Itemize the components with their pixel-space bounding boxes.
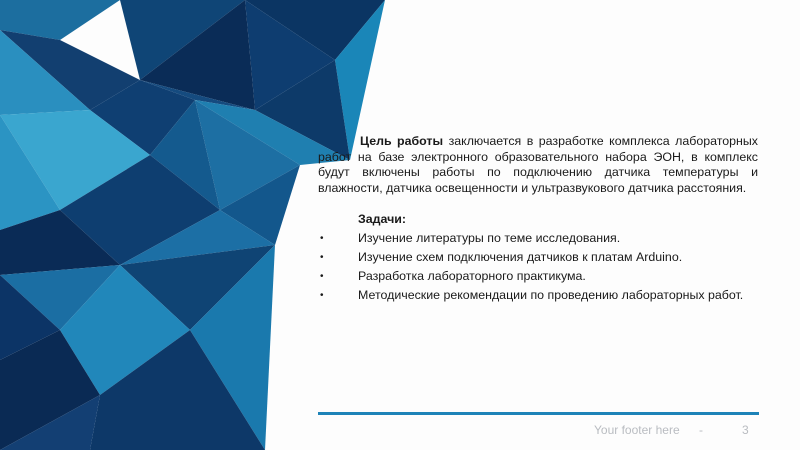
list-item: [318, 250, 758, 266]
goal-text: заключается в разработке комплекса лабораторных работ на базе электронного образовательного набора ЭОН, в комплекс будут включены работы по подключению датчика температуры и влажности, датчика освещенности и ультразвукового датчика расстояния.: [318, 134, 758, 195]
tasks-heading: Задачи:: [358, 212, 407, 227]
footer-divider: [318, 412, 759, 415]
bullet-icon: •: [320, 271, 324, 283]
task-text: Разработка лабораторного практикума.: [358, 269, 586, 284]
goal-paragraph: [318, 134, 758, 196]
bullet-icon: •: [320, 290, 324, 302]
list-item: [318, 231, 758, 247]
task-text: Изучение схем подключения датчиков к платам Arduino.: [358, 250, 683, 265]
footer-text: Your footer here: [594, 423, 680, 437]
page-number: 3: [742, 423, 749, 437]
tasks-list: [318, 231, 758, 304]
goal-lead: Цель работы: [360, 134, 444, 148]
bullet-icon: •: [320, 252, 324, 264]
list-item: [318, 288, 758, 304]
bullet-icon: •: [320, 232, 324, 244]
list-item: [318, 269, 758, 285]
task-text: Методические рекомендации по проведению лабораторных работ.: [358, 288, 744, 303]
footer-separator: -: [699, 423, 703, 437]
task-text: Изучение литературы по теме исследования.: [358, 230, 621, 245]
slide-content: [318, 134, 758, 307]
